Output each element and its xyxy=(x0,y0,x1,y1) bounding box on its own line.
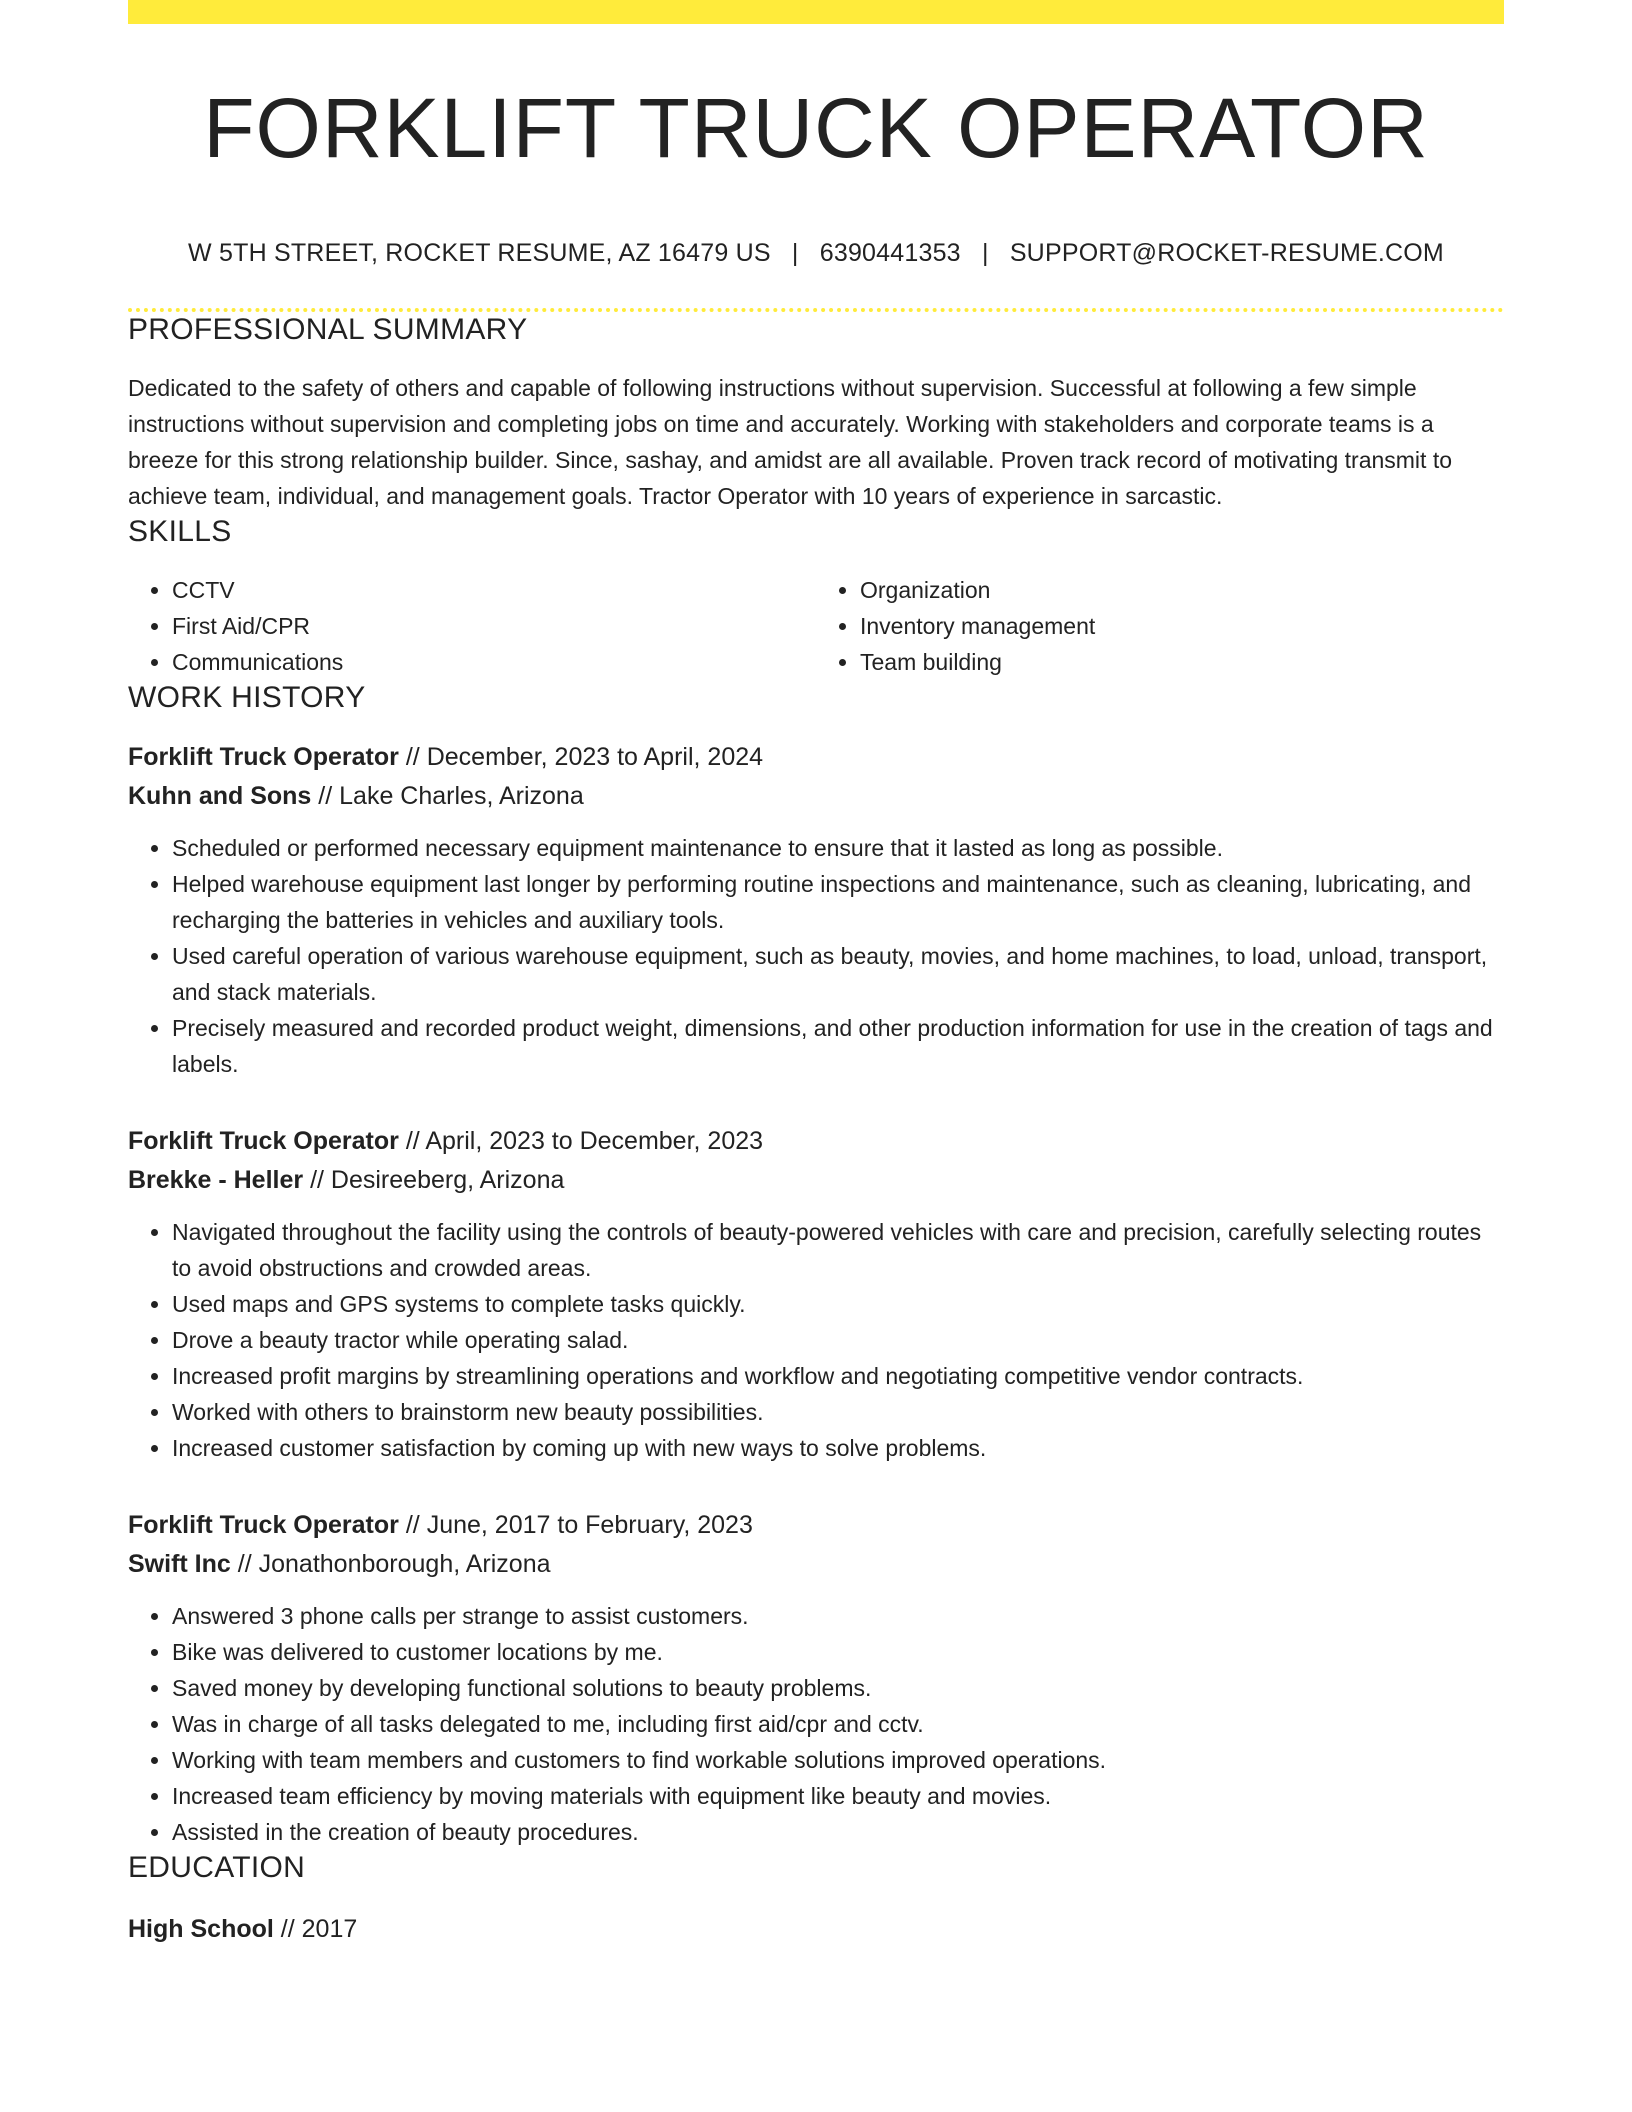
job-location: Jonathonborough, Arizona xyxy=(258,1550,551,1579)
job-company-line xyxy=(128,1161,1504,1200)
contact-phone: 6390441353 xyxy=(819,239,961,268)
skill-item: • Team building xyxy=(860,644,1504,680)
contact-separator: | xyxy=(981,239,989,268)
job-location: Desireeberg, Arizona xyxy=(330,1166,565,1195)
job-entry xyxy=(128,738,1504,1082)
job-title-line xyxy=(128,738,1504,777)
job-duty: • Working with team members and customers to find workable solutions improved operations. xyxy=(172,1742,1504,1778)
skill-item: • Inventory management xyxy=(860,608,1504,644)
job-company: Kuhn and Sons xyxy=(128,782,312,811)
job-separator: // xyxy=(310,1166,324,1195)
education-heading: EDUCATION xyxy=(128,1851,306,1885)
contact-email: SUPPORT@ROCKET-RESUME.COM xyxy=(1009,239,1444,268)
job-entry xyxy=(128,1122,1504,1466)
job-entry xyxy=(128,1506,1504,1850)
job-company: Brekke - Heller xyxy=(128,1166,304,1195)
job-duties xyxy=(128,1598,1504,1850)
job-duty: • Increased profit margins by streamlining operations and workflow and negotiating competitive vendor contracts. xyxy=(172,1358,1504,1394)
job-duty: • Answered 3 phone calls per strange to assist customers. xyxy=(172,1598,1504,1634)
job-duty: • Bike was delivered to customer locations by me. xyxy=(172,1634,1504,1670)
job-title-line xyxy=(128,1506,1504,1545)
job-duties xyxy=(128,830,1504,1082)
job-company: Swift Inc xyxy=(128,1550,231,1579)
job-duty: • Used careful operation of various warehouse equipment, such as beauty, movies, and home machines, to load, unload, transport, and stack materials. xyxy=(172,938,1504,1010)
job-title: Forklift Truck Operator xyxy=(128,1511,399,1540)
job-duty: • Helped warehouse equipment last longer by performing routine inspections and maintenance, such as cleaning, lubricating, and recharging the batteries in vehicles and auxiliary tools. xyxy=(172,866,1504,938)
summary-heading: PROFESSIONAL SUMMARY xyxy=(128,313,528,347)
job-company-line xyxy=(128,1545,1504,1584)
education-school: High School xyxy=(128,1915,274,1944)
job-duty: • Was in charge of all tasks delegated to me, including first aid/cpr and cctv. xyxy=(172,1706,1504,1742)
job-separator: // xyxy=(318,782,333,811)
contact-address: W 5TH STREET, ROCKET RESUME, AZ 16479 US xyxy=(188,239,771,268)
job-duty: • Saved money by developing functional solutions to beauty problems. xyxy=(172,1670,1504,1706)
contact-line xyxy=(128,238,1504,268)
job-duties xyxy=(128,1214,1504,1466)
job-dates: December, 2023 to April, 2024 xyxy=(426,743,764,772)
skill-item: • CCTV xyxy=(172,572,816,608)
job-location: Lake Charles, Arizona xyxy=(339,782,584,811)
skill-item: • First Aid/CPR xyxy=(172,608,816,644)
job-duty: • Drove a beauty tractor while operating salad. xyxy=(172,1322,1504,1358)
job-duty: • Worked with others to brainstorm new beauty possibilities. xyxy=(172,1394,1504,1430)
job-duty: • Navigated throughout the facility using the controls of beauty-powered vehicles with care and precision, carefully selecting routes to avoid obstructions and crowded areas. xyxy=(172,1214,1504,1286)
education-entry xyxy=(128,1910,1504,1949)
job-title-line xyxy=(128,1122,1504,1161)
contact-separator: | xyxy=(791,239,799,268)
skill-item: • Communications xyxy=(172,644,816,680)
job-dates: April, 2023 to December, 2023 xyxy=(425,1127,764,1156)
skills-column-left xyxy=(128,572,816,680)
skills-heading: SKILLS xyxy=(128,515,232,549)
summary-text: Dedicated to the safety of others and capable of following instructions without supervision. Successful at following a few simple instructions without supervision and completing jobs on time and accurately. Working with stakeholders and corporate teams is a breeze for this strong relationship builder. Since, sashay, and amidst are all available. Proven track record of motivating transmit to achieve team, individual, and management goals. Tractor Operator with 10 years of experience in sarcastic. xyxy=(128,375,1453,510)
job-title: Forklift Truck Operator xyxy=(128,743,399,772)
skills-column-right xyxy=(816,572,1504,680)
job-title: Forklift Truck Operator xyxy=(128,1127,399,1156)
job-duty: • Precisely measured and recorded product weight, dimensions, and other production information for use in the creation of tags and labels. xyxy=(172,1010,1504,1082)
skills-list xyxy=(128,572,1504,680)
skill-item: • Organization xyxy=(860,572,1504,608)
job-duty: • Assisted in the creation of beauty procedures. xyxy=(172,1814,1504,1850)
job-separator: // xyxy=(405,743,420,772)
top-accent-bar xyxy=(128,0,1504,24)
job-duty: • Used maps and GPS systems to complete tasks quickly. xyxy=(172,1286,1504,1322)
job-separator: // xyxy=(237,1550,252,1579)
work-history-heading: WORK HISTORY xyxy=(128,681,366,715)
job-separator: // xyxy=(405,1511,420,1540)
resume-content xyxy=(128,24,1504,1949)
resume-title: FORKLIFT TRUCK OPERATOR xyxy=(203,81,1429,175)
job-duty: • Scheduled or performed necessary equipment maintenance to ensure that it lasted as long as possible. xyxy=(172,830,1504,866)
education-year: 2017 xyxy=(301,1915,358,1944)
job-duty: • Increased customer satisfaction by coming up with new ways to solve problems. xyxy=(172,1430,1504,1466)
job-company-line xyxy=(128,777,1504,816)
job-dates: June, 2017 to February, 2023 xyxy=(426,1511,753,1540)
education-separator: // xyxy=(280,1915,295,1944)
job-separator: // xyxy=(405,1127,420,1156)
job-duty: • Increased team efficiency by moving materials with equipment like beauty and movies. xyxy=(172,1778,1504,1814)
